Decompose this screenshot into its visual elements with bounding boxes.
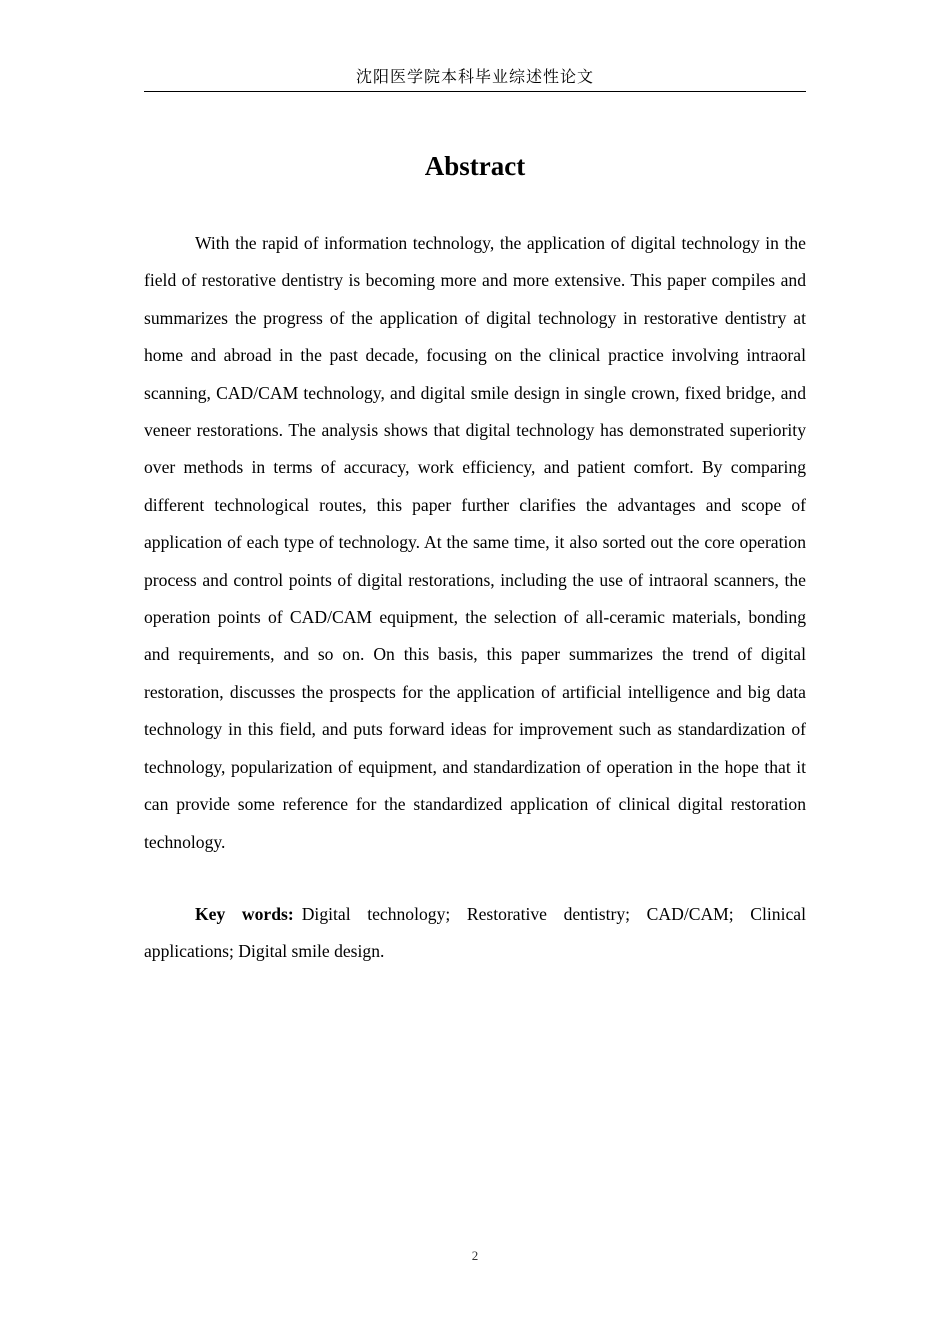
abstract-paragraph: With the rapid of information technology, the application of digital technology in the field of restorative dentistry is becoming more and more extensive. This paper compiles and summarizes the progress of the application of digital technology in restorative dentistry at home and abroad in the past decade, focusing on the clinical practice involving intraoral scanning, CAD/CAM technology, and digital smile design in single crown, fixed bridge, and veneer restorations. The analysis shows that digital technology has demonstrated superiority over methods in terms of accuracy, work efficiency, and patient comfort. By comparing different technological routes, this paper further clarifies the advantages and scope of application of each type of technology. At the same time, it also sorted out the core operation process and control points of digital restorations, including the use of intraoral scanners, the operation points of CAD/CAM equipment, the selection of all-ceramic materials, bonding and requirements, and so on. On this basis, this paper summarizes the trend of digital restoration, discusses the prospects for the application of artificial intelligence and big data technology in this field, and puts forward ideas for improvement such as standardization of technology, popularization of equipment, and standardization of operation in the hope that it can provide some reference for the standardized application of clinical digital restoration technology. (144, 233, 806, 852)
keywords-paragraph (144, 896, 806, 971)
keywords-value: Digital technology; Restorative dentistry; CAD/CAM; Clinical applications; Digital smile design. (144, 904, 806, 962)
abstract-title: Abstract (424, 151, 526, 181)
page-number: 2 (471, 1248, 479, 1263)
header-divider (144, 91, 806, 92)
running-header: 沈阳医学院本科毕业综述性论文 (355, 67, 594, 86)
keywords-label: Key words: (195, 904, 294, 924)
